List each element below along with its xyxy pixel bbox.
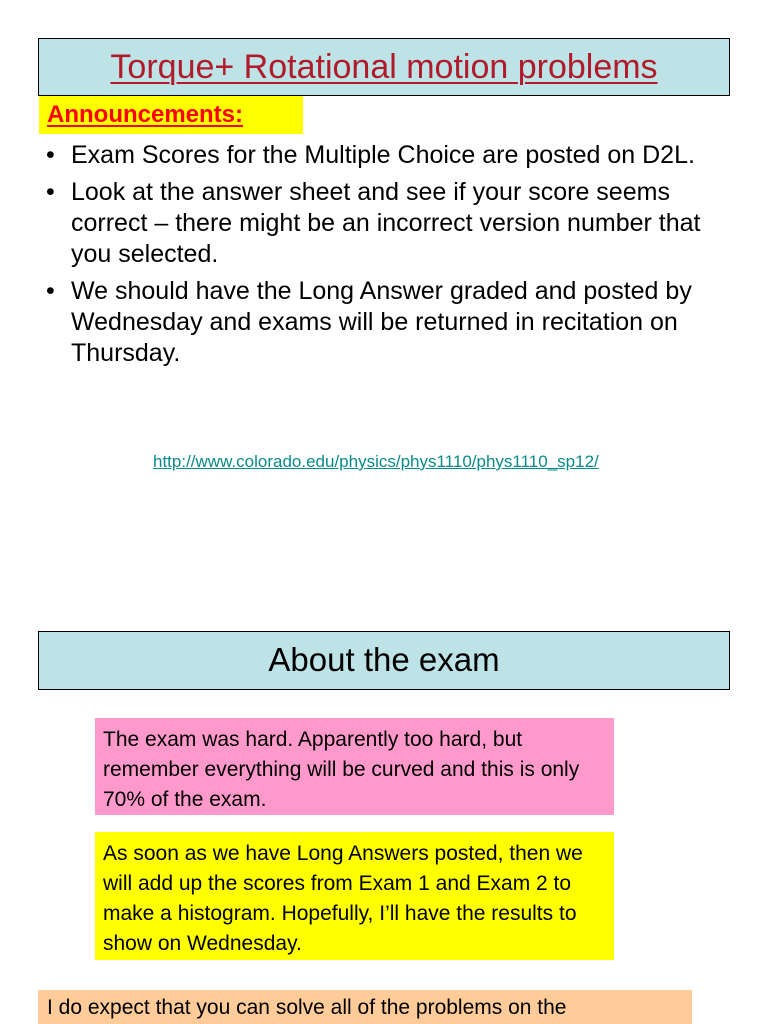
histogram-note: As soon as we have Long Answers posted, then we will add up the scores from Exam 1 and Exam 2 to make a histogram. Hopefully, I’ll have the results to show on Wednesday. [95, 832, 614, 960]
bullet-item: • We should have the Long Answer graded and posted by Wednesday and exams will be returned in recitation on Thursday. [46, 276, 746, 369]
announcements-label: Announcements: [47, 101, 244, 128]
slide2-title: About the exam [268, 641, 500, 678]
slide1-title: Torque+ Rotational motion problems [110, 48, 658, 86]
slide2-title-box [38, 631, 730, 690]
slide1-title-box [38, 38, 730, 96]
bullet-item: • Exam Scores for the Multiple Choice are posted on D2L. [46, 140, 746, 171]
announcements-label-box [39, 96, 303, 134]
exam-hard-note: The exam was hard. Apparently too hard, but remember everything will be curved and this is only 70% of the exam. [95, 718, 614, 815]
announcement-bullet-list [46, 140, 746, 375]
bullet-item: • Look at the answer sheet and see if your score seems correct – there might be an incorrect version number that you selected. [46, 177, 746, 270]
expectation-note: I do expect that you can solve all of the problems on the [38, 990, 692, 1024]
course-website-link[interactable]: http://www.colorado.edu/physics/phys1110/phys1110_sp12/ [153, 452, 599, 471]
